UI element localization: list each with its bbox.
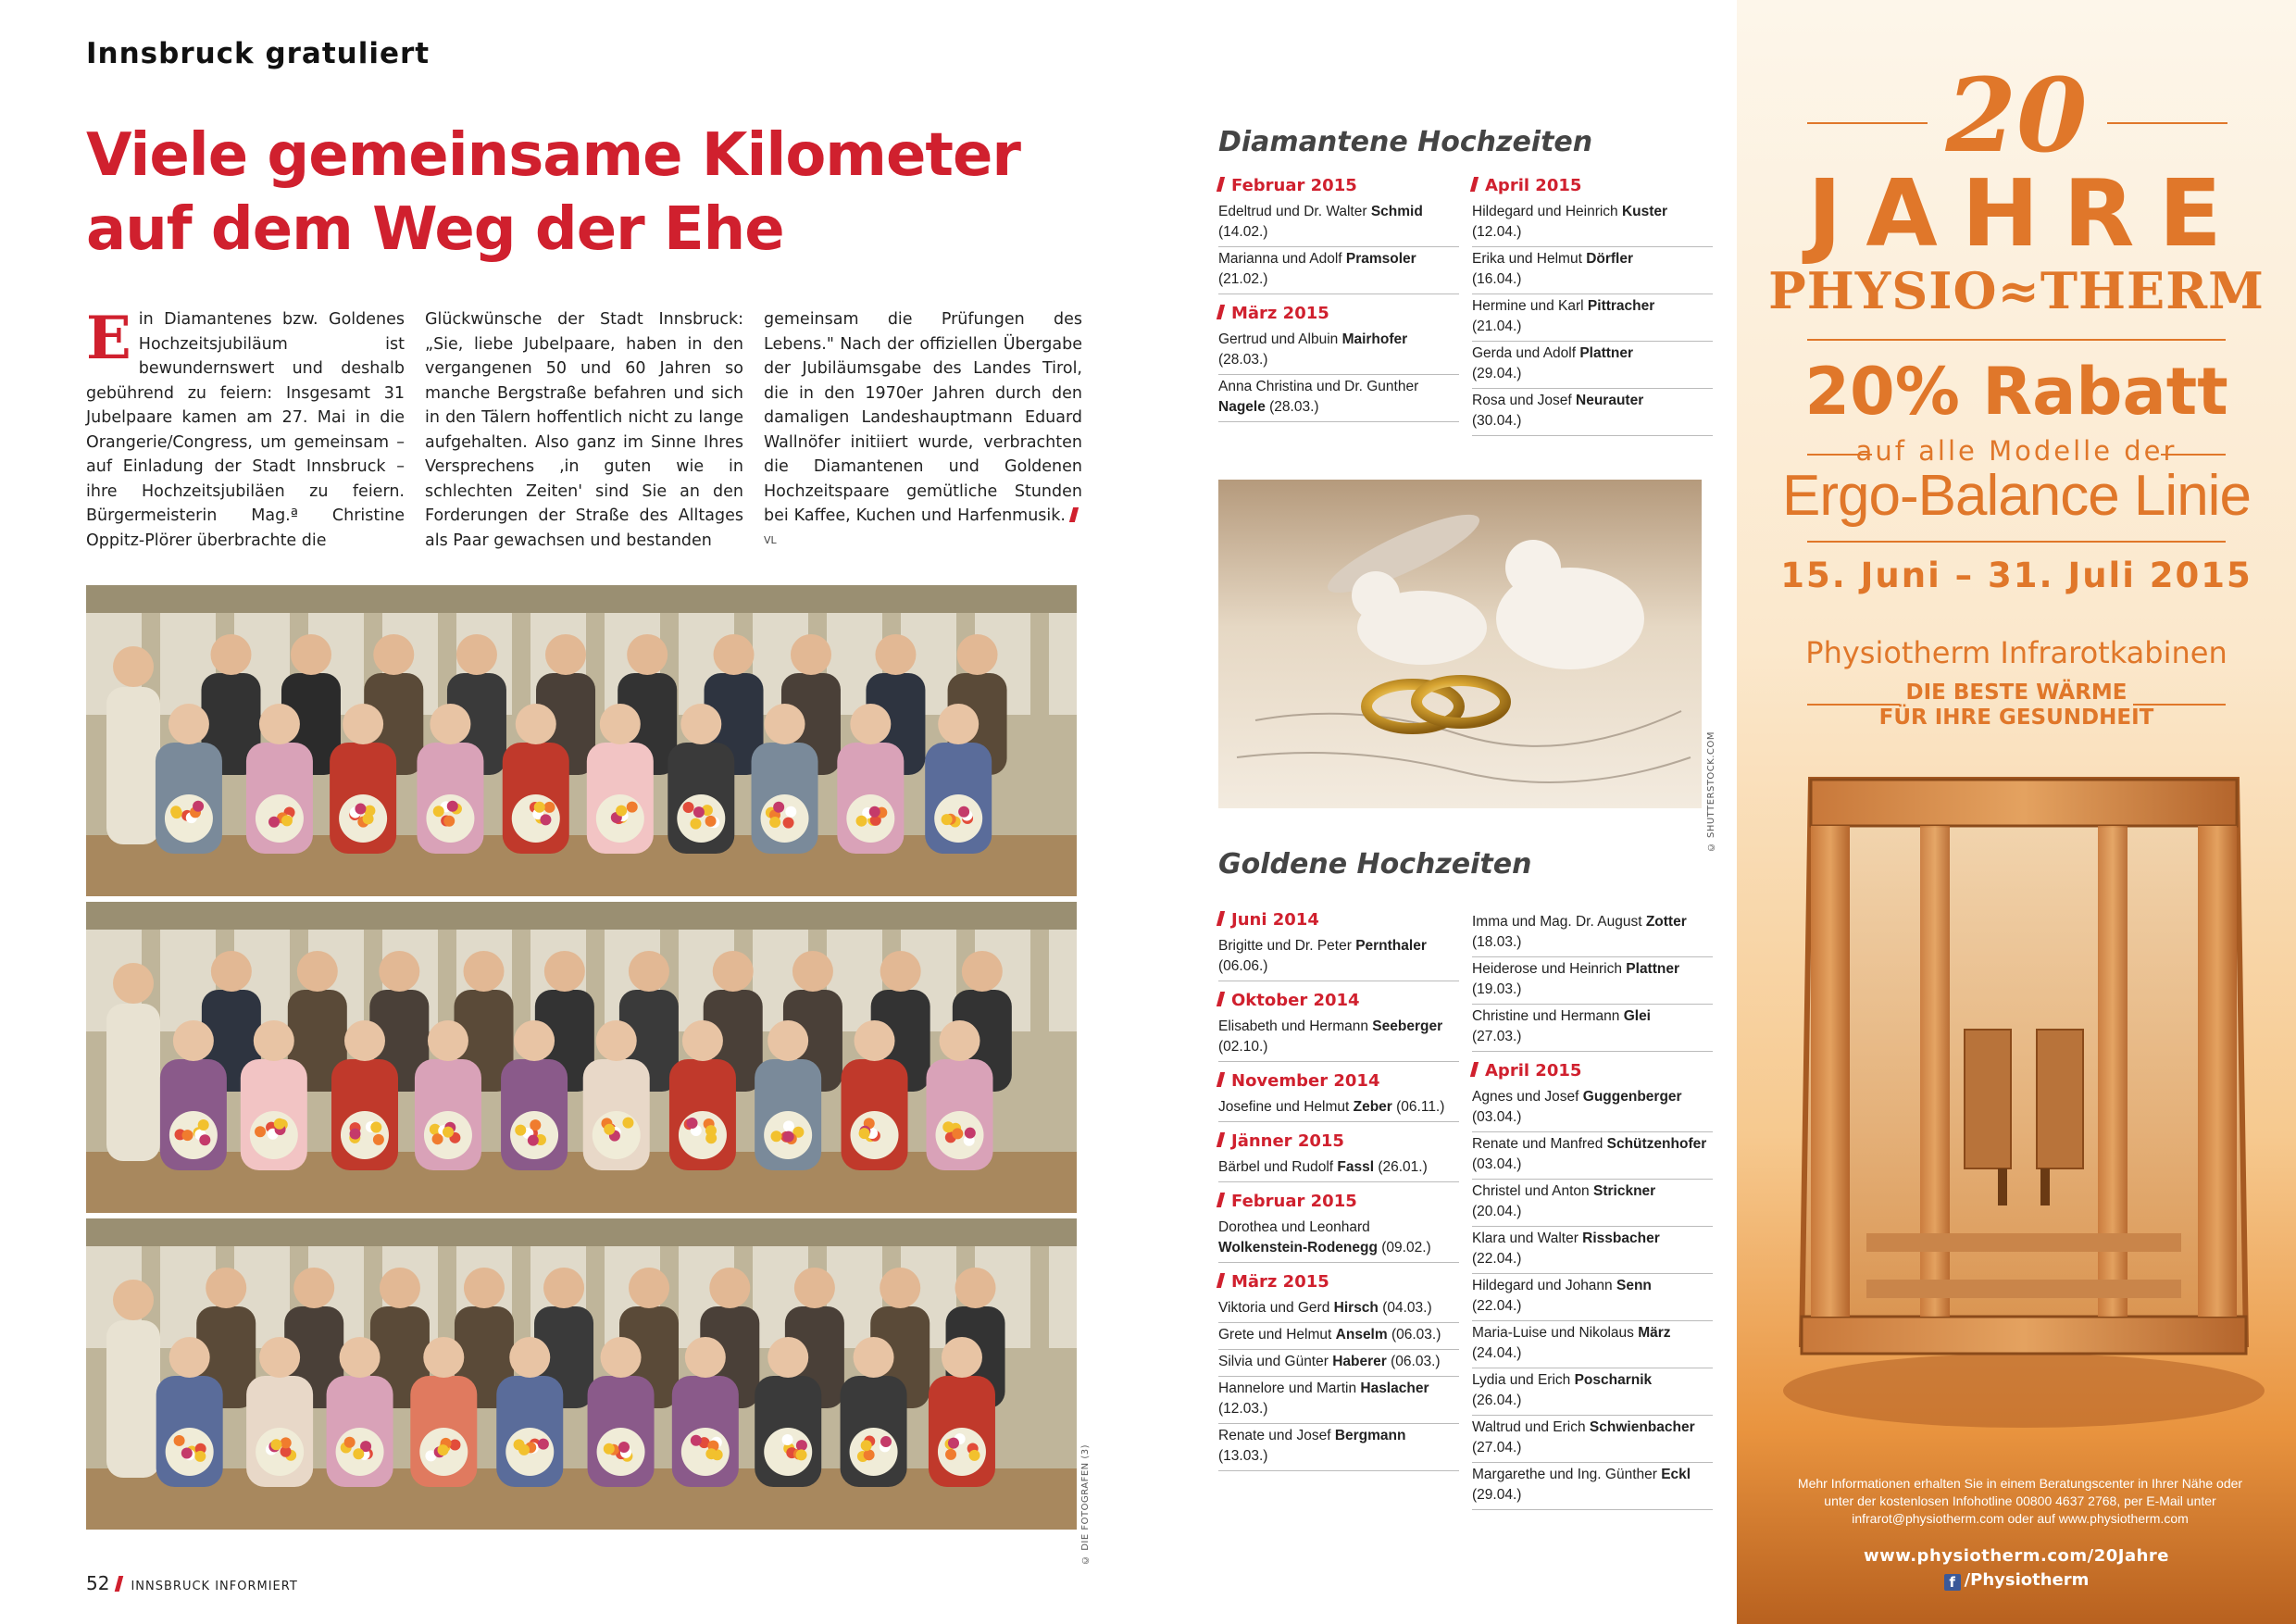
author-signature: VL [764,533,777,546]
couple-first-names: Josefine und Helmut [1218,1099,1354,1115]
couple-first-names: Dorothea und Leonhard [1218,1219,1370,1235]
couple-entry [1218,1156,1459,1182]
couple-surname: Pittracher [1587,298,1655,314]
column-2-text: Glückwünsche der Stadt Innsbruck: „Sie, liebe Jubelpaare, haben in den vergangenen 50 und 60 Jahren so manche Bergstraße befahren und sich in den Tälern hoffentlich nicht zu lange aufgehalten. Also ganz im Sinne Ihres Versprechens ‚in guten wie in schlechten Zeiten' sind Sie an den Forderungen der Straße des Alltages als Paar gewachsen und bestanden [425,310,743,550]
couple-date-inline: (06.03.) [1386,1354,1441,1369]
month-heading: November 2014 [1218,1071,1459,1092]
couple-first-names: Hildegard und Johann [1472,1278,1616,1293]
couple-entry [1472,1005,1713,1052]
couple-first-names: Maria-Luise und Nikolaus [1472,1325,1639,1341]
couple-date-inline: (06.03.) [1387,1327,1441,1343]
couple-date: (21.04.) [1472,319,1522,334]
physiotherm-advertisement [1737,0,2296,1624]
couple-entry [1472,294,1713,342]
couple-date-inline: (26.01.) [1374,1159,1428,1175]
couple-date-inline: (28.03.) [1265,399,1319,415]
couple-surname: Wolkenstein-Rodenegg [1218,1240,1378,1255]
couple-date-inline: (02.10.) [1218,1039,1268,1055]
article-column-2 [425,307,743,553]
page-number: 52 [86,1572,110,1594]
publication-name: INNSBRUCK INFORMIERT [131,1580,298,1593]
couple-entry [1218,1377,1459,1424]
month-heading: Februar 2015 [1218,1192,1459,1212]
couple-entry [1218,328,1459,375]
couple-entry [1218,1323,1459,1350]
couple-entry [1472,1463,1713,1510]
column-1-text: in Diamantenes bzw. Goldenes Hochzeitsjubiläum ist bewundernswert und deshalb gebührend zu feiern: Insgesamt 31 Jubelpaare kamen am 27. Mai in die Orangerie/Congress, um gemeinsam – auf Einladung der Stadt Innsbruck – ihre Hochzeitsjubiläen zu feiern. Bürgermeisterin Mag.ª Christine Oppitz-Plörer überbrachte die [86,310,405,550]
couple-surname: Pramsoler [1345,251,1416,267]
diamond-list-right [1472,176,1713,436]
couple-entry [1218,1015,1459,1062]
couple-entry [1218,1296,1459,1323]
month-heading: Juni 2014 [1218,910,1459,931]
couple-first-names: Lydia und Erich [1472,1372,1575,1388]
couple-date: (24.04.) [1472,1345,1522,1361]
couple-surname: Haberer [1332,1354,1387,1369]
couple-first-names: Christine und Hermann [1472,1008,1624,1024]
ad-offer-dates: 15. Juni – 31. Juli 2015 [1780,556,2252,595]
couple-first-names: Renate und Manfred [1472,1136,1607,1152]
couple-date: (28.03.) [1218,352,1268,368]
couple-first-names: Bärbel und Rudolf [1218,1159,1338,1175]
couple-entry [1218,375,1459,422]
couple-first-names: Erika und Helmut [1472,251,1587,267]
couple-entry [1472,200,1713,247]
couple-surname: Zotter [1645,914,1687,930]
couple-first-names: Silvia und Günter [1218,1354,1333,1369]
month-heading: April 2015 [1472,1061,1713,1081]
couple-surname: Glei [1623,1008,1651,1024]
diamond-weddings-title: Diamantene Hochzeiten [1218,126,1593,158]
couple-date: (14.02.) [1218,224,1268,240]
article-column-3 [764,307,1082,557]
couple-surname: Pernthaler [1355,938,1427,954]
month-heading: März 2015 [1218,304,1459,324]
couple-surname: Schützenhofer [1606,1136,1707,1152]
couple-entry [1218,1350,1459,1377]
couple-first-names: Christel und Anton [1472,1183,1593,1199]
facebook-icon: f [1944,1574,1961,1591]
photo-credit: © DIE FOTOGRAFEN (3) [1080,1444,1091,1565]
month-heading: Februar 2015 [1218,176,1459,196]
couple-surname: Zeber [1353,1099,1392,1115]
couple-date: (22.04.) [1472,1251,1522,1267]
diamond-list-left [1218,176,1459,422]
couple-date: (03.04.) [1472,1109,1522,1125]
ad-brand-logo: PHYSIO≈THERM [1768,261,2265,320]
couple-first-names: Hannelore und Martin [1218,1380,1361,1396]
couple-surname: Schwienbacher [1589,1419,1695,1435]
couple-surname: Haslacher [1360,1380,1429,1396]
couple-surname: Nagele [1218,399,1266,415]
couple-surname: Fassl [1337,1159,1375,1175]
group-photo-1 [86,585,1077,896]
couple-date: (12.03.) [1218,1401,1268,1417]
couple-first-names: Gertrud und Albuin [1218,331,1342,347]
month-heading: Jänner 2015 [1218,1131,1459,1152]
ad-facebook-link[interactable] [1737,1570,2296,1591]
group-photo-scene [86,1218,1077,1530]
couple-surname: Anselm [1335,1327,1388,1343]
article-headline [86,119,1151,267]
footer-slash-icon [115,1576,124,1592]
couple-entry [1472,1180,1713,1227]
couple-entry [1218,1095,1459,1122]
couple-first-names: Brigitte und Dr. Peter [1218,938,1356,954]
ad-claim-line-2: FÜR IHRE GESUNDHEIT [1878,706,2154,730]
couple-date-inline: (04.03.) [1378,1300,1432,1316]
couple-entry [1472,1321,1713,1368]
couple-entry [1472,957,1713,1005]
ad-contact-info: Mehr Informationen erhalten Sie in einem Beratungscenter in Ihrer Nähe oder unter der kostenlosen Infohotline 00800 4637 2768, per E-Mail unter infrarot@physiotherm.com oder auf www.physiotherm.com [1797,1476,2243,1526]
ad-website-link[interactable]: www.physiotherm.com/20Jahre [1863,1546,2169,1566]
couple-date: (29.04.) [1472,1487,1522,1503]
column-3-text: gemeinsam die Prüfungen des Lebens." Nach der offiziellen Übergabe der Jubiläumsgabe des Landes Tirol, die in den 1970er Jahren durch den damaligen Landeshauptmann Eduard Wallnöfer initiiert wurde, verbrachten die Diamantenen und Goldenen Hochzeitspaare gemütliche Stunden bei Kaffee, Kuchen und Harfenmusik. [764,310,1082,525]
couple-surname: Hirsch [1333,1300,1379,1316]
couple-date-inline: (27.04.) [1472,1440,1522,1455]
group-photo-scene [86,585,1077,896]
couple-surname: März [1638,1325,1671,1341]
couple-date-inline: (06.11.) [1391,1099,1445,1115]
couple-first-names: Waltrud und Erich [1472,1419,1590,1435]
couple-entry [1472,1368,1713,1416]
couple-date: (29.04.) [1472,366,1522,381]
golden-weddings-title: Goldene Hochzeiten [1218,848,1532,881]
couple-entry [1472,389,1713,436]
couple-first-names: Edeltrud und Dr. Walter [1218,204,1371,219]
couple-first-names: Margarethe und Ing. Günther [1472,1467,1662,1482]
couple-date: (30.04.) [1472,413,1522,429]
couple-surname: Schmid [1370,204,1423,219]
doves-rings-illustration [1218,480,1702,808]
couple-surname: Bergmann [1334,1428,1406,1443]
ad-claim-line-1: DIE BESTE WÄRME [1905,681,2128,705]
couple-first-names: Hildegard und Heinrich [1472,204,1622,219]
doves-rings-photo [1218,480,1702,808]
headline-line-1: Viele gemeinsame Kilometer [86,121,1020,190]
couple-entry [1472,1416,1713,1463]
couple-entry [1472,1274,1713,1321]
couple-date: (18.03.) [1472,934,1522,950]
couple-date: (22.04.) [1472,1298,1522,1314]
couple-first-names: Gerda und Adolf [1472,345,1580,361]
couple-entry [1472,342,1713,389]
couple-date: (20.04.) [1472,1204,1522,1219]
golden-list-left [1218,910,1459,1471]
ad-models-text: auf alle Modelle der [1855,435,2177,467]
couple-surname: Poscharnik [1574,1372,1653,1388]
end-mark-icon [1069,507,1079,522]
couple-first-names: Marianna und Adolf [1218,251,1346,267]
couple-date-inline: (13.03.) [1218,1448,1268,1464]
infrared-cabin-illustration [1783,752,2265,1428]
ad-product-name: Physiotherm Infrarotkabinen [1805,635,2227,670]
couple-surname: Strickner [1592,1183,1656,1199]
couple-first-names: Rosa und Josef [1472,393,1577,408]
ad-rule-dates [1807,541,2226,543]
couple-date: (16.04.) [1472,271,1522,287]
page-footer [86,1572,298,1594]
ad-discount: 20% Rabatt [1804,354,2228,430]
couple-entry [1218,934,1459,981]
couple-surname: Kuster [1621,204,1668,219]
ad-product-line: Ergo-Balance Linie [1782,464,2251,528]
month-heading: Oktober 2014 [1218,991,1459,1011]
couple-first-names: Elisabeth und Hermann [1218,1018,1373,1034]
couple-first-names: Agnes und Josef [1472,1089,1583,1105]
couple-first-names: Hermine und Karl [1472,298,1588,314]
couple-first-names: Grete und Helmut [1218,1327,1336,1343]
group-photo-2 [86,902,1077,1213]
couple-first-names: Heiderose und Heinrich [1472,961,1627,977]
couple-date-inline: (09.02.) [1377,1240,1431,1255]
couple-entry [1472,1227,1713,1274]
couple-entry [1218,247,1459,294]
couple-date: (21.02.) [1218,271,1268,287]
ad-jahre: JAHRE [1807,159,2246,268]
facebook-handle: /Physiotherm [1964,1570,2090,1590]
headline-line-2: auf dem Weg der Ehe [86,195,784,264]
group-photo-scene [86,902,1077,1213]
couple-date: (06.06.) [1218,958,1268,974]
couple-surname: Senn [1616,1278,1652,1293]
couple-entry [1472,247,1713,294]
couple-date: (26.04.) [1472,1393,1522,1408]
couple-entry [1472,1085,1713,1132]
couple-surname: Eckl [1661,1467,1691,1482]
couple-date-inline: (03.04.) [1472,1156,1522,1172]
couple-entry [1472,910,1713,957]
couple-surname: Plattner [1579,345,1634,361]
couple-first-names: Viktoria und Gerd [1218,1300,1334,1316]
couple-entry [1472,1132,1713,1180]
couple-surname: Dörfler [1586,251,1634,267]
couple-surname: Rissbacher [1582,1230,1660,1246]
group-photo-3 [86,1218,1077,1530]
couple-surname: Seeberger [1372,1018,1443,1034]
couple-date: (27.03.) [1472,1029,1522,1044]
couple-surname: Mairhofer [1341,331,1408,347]
couple-surname: Neurauter [1576,393,1644,408]
couple-entry [1218,1216,1459,1263]
couple-first-names: Renate und Josef [1218,1428,1335,1443]
couple-surname: Guggenberger [1582,1089,1682,1105]
couple-first-names: Klara und Walter [1472,1230,1583,1246]
month-heading: April 2015 [1472,176,1713,196]
drop-cap: E [86,304,131,373]
couple-entry [1218,1424,1459,1471]
stock-photo-credit: © SHUTTERSTOCK.COM [1706,731,1716,853]
article-column-1 [86,304,405,553]
couple-first-names: Anna Christina und Dr. Gunther [1218,379,1419,394]
couple-surname: Plattner [1626,961,1680,977]
ad-anniversary-number: 20 [1945,56,2088,175]
couple-entry [1218,200,1459,247]
couple-first-names: Imma und Mag. Dr. August [1472,914,1646,930]
couple-date: (19.03.) [1472,981,1522,997]
couple-date: (12.04.) [1472,224,1522,240]
ad-rule-mid [1807,339,2226,341]
golden-list-right [1472,910,1713,1510]
section-kicker: Innsbruck gratuliert [86,37,430,70]
month-heading: März 2015 [1218,1272,1459,1293]
